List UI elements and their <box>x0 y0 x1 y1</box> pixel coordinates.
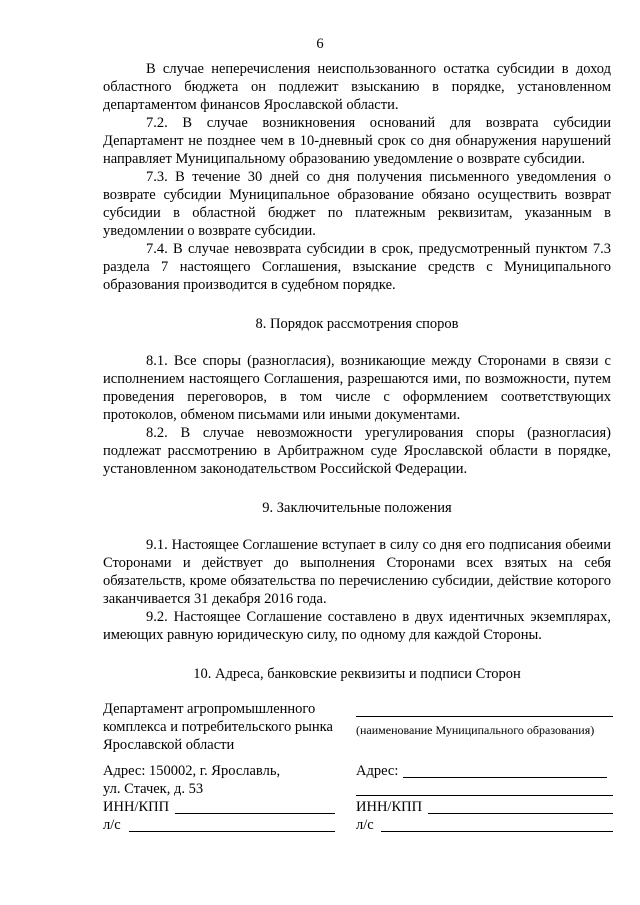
section-9-title: 9. Заключительные положения <box>262 500 452 516</box>
paragraph-7-2: 7.2. В случае возникновения оснований для возврата субсидии Департамент не позднее чем в 10-дневный срок со дня обнаружения нарушений направляет Муниципальному образованию уведомление о возврате субсидии. <box>103 115 611 167</box>
addresses-block <box>103 700 613 840</box>
department-name: Департамент агропромышленного комплекса и потребительского рынка Ярославской области <box>103 701 333 753</box>
department-inn-line <box>175 813 335 814</box>
section-10-title: 10. Адреса, банковские реквизиты и подписи Сторон <box>193 666 521 682</box>
section-8-title: 8. Порядок рассмотрения споров <box>255 316 459 332</box>
department-ls-line <box>129 831 335 832</box>
department-ls-label: л/с <box>103 817 121 833</box>
paragraph-9-2: 9.2. Настоящее Соглашение составлено в двух идентичных экземплярах, имеющих равную юридическую силу, по одному для каждой Стороны. <box>103 609 611 643</box>
page-number: 6 <box>316 36 324 52</box>
municipality-address-line-2 <box>356 795 613 796</box>
municipality-ls-label: л/с <box>356 817 374 833</box>
municipality-name-line <box>356 716 613 717</box>
paragraph-8-1: 8.1. Все споры (разногласия), возникающие между Сторонами в связи с исполнением настоящего Соглашения, разрешаются ими, по возможности, путем проведения переговоров, в том числе с оформлением соответствующих протоколов, обменом письмами или иными документами. <box>103 353 611 423</box>
municipality-address-label: Адрес: <box>356 763 399 779</box>
municipality-ls-line <box>381 831 613 832</box>
department-inn-label: ИНН/КПП <box>103 799 170 815</box>
paragraph-9-1: 9.1. Настоящее Соглашение вступает в силу со дня его подписания обеими Сторонами и действует до выполнения Сторонами всех взятых на себя обязательств, кроме обязательства по перечислению субсидии, действие которого заканчивается 31 декабря 2016 года. <box>103 537 611 607</box>
paragraph-8-2: 8.2. В случае невозможности урегулирования споры (разногласия) подлежат рассмотрению в Арбитражном суде Ярославской области в порядке, установленном законодательством Российской Федерации. <box>103 425 611 477</box>
paragraph-7-4: 7.4. В случае невозврата субсидии в срок, предусмотренный пунктом 7.3 раздела 7 настоящего Соглашения, взыскание средств с Муниципального образования производится в судебном порядке. <box>103 241 611 293</box>
municipality-address-line <box>403 777 607 778</box>
municipality-name-caption: (наименование Муниципального образования) <box>356 723 595 737</box>
paragraph-7-unreturned: В случае неперечисления неиспользованного остатка субсидии в доход областного бюджета он подлежит взысканию в порядке, установленном департаментом финансов Ярославской области. <box>103 61 611 113</box>
municipality-inn-label: ИНН/КПП <box>356 799 423 815</box>
municipality-inn-line <box>428 813 613 814</box>
document-body <box>103 60 611 702</box>
department-address: Адрес: 150002, г. Ярославль, ул. Стачек, д. 53 <box>103 763 281 797</box>
paragraph-7-3: 7.3. В течение 30 дней со дня получения письменного уведомления о возврате субсидии Муниципальное образование обязано осуществить возврат субсидии в областной бюджет по платежным реквизитам, указанным в уведомлении о возврате субсидии. <box>103 169 611 239</box>
